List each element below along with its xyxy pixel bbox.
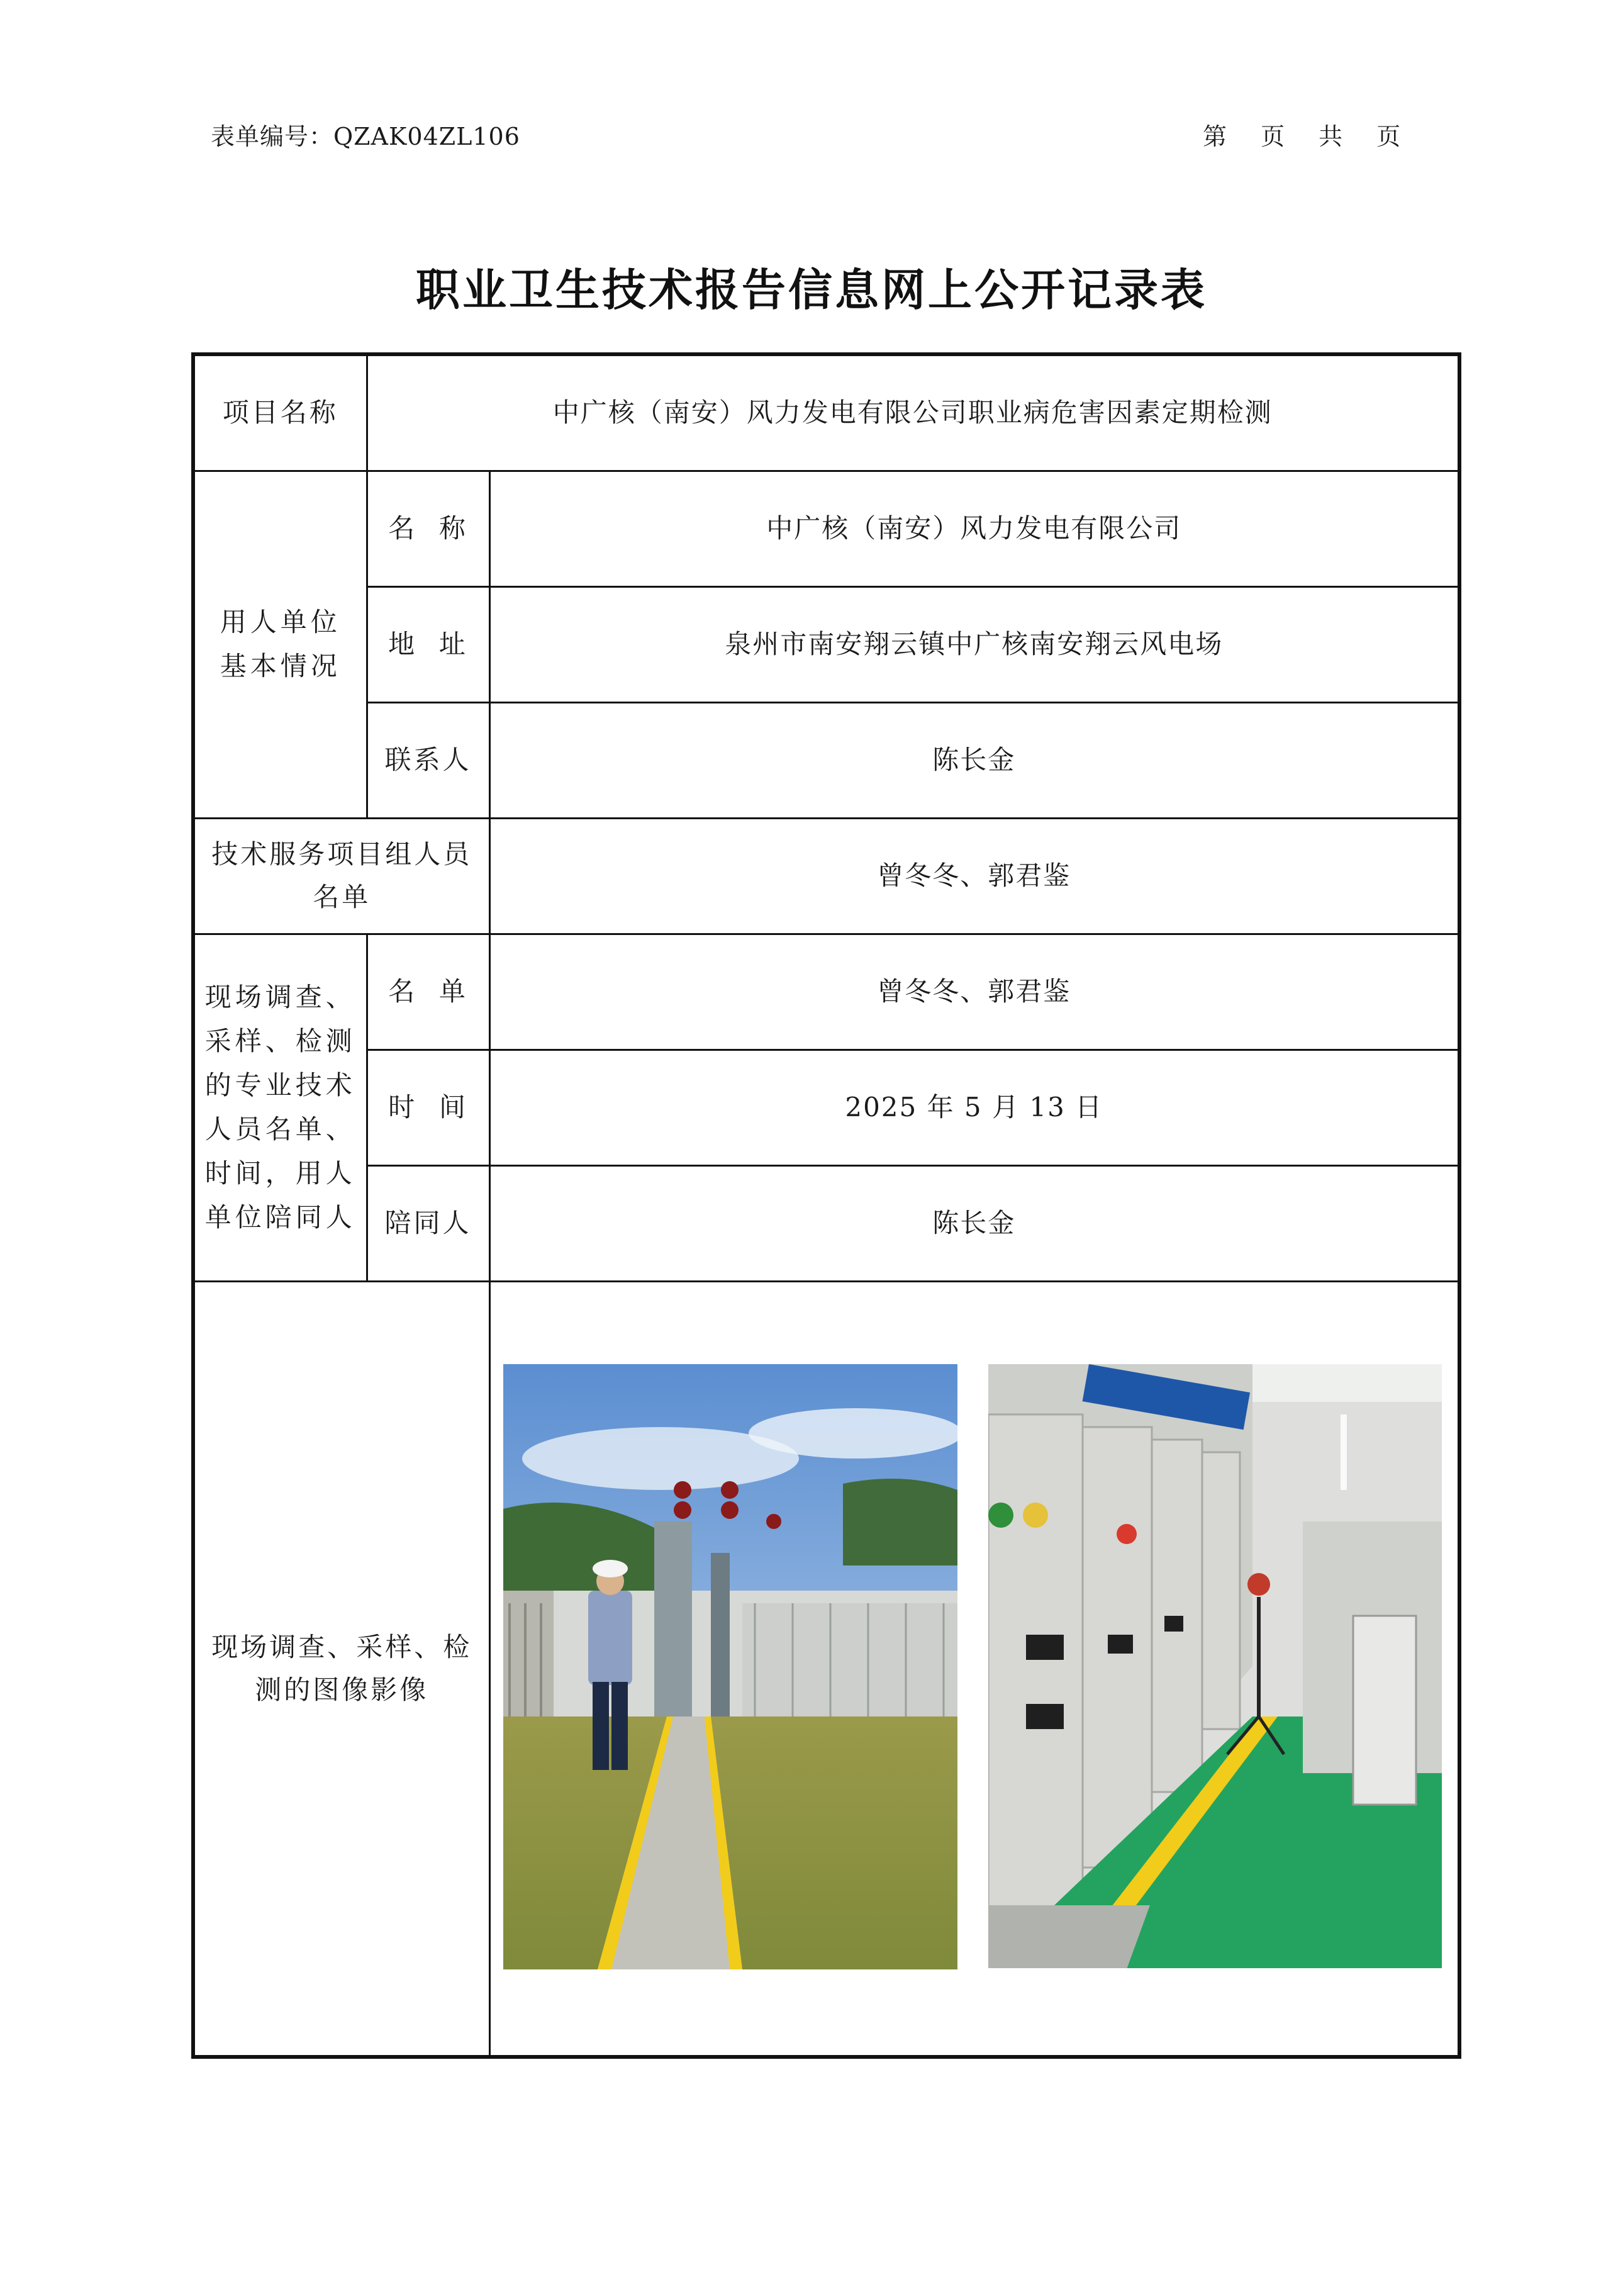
employer-address-value: 泉州市南安翔云镇中广核南安翔云风电场 <box>489 586 1459 702</box>
row-employer-address <box>193 586 1459 702</box>
survey-label-line: 采样、检测 <box>204 1026 356 1056</box>
images-label <box>193 1281 489 2057</box>
team-value: 曾冬冬、郭君鉴 <box>489 818 1459 934</box>
employer-label <box>193 471 367 818</box>
row-team <box>193 818 1459 934</box>
survey-list-value: 曾冬冬、郭君鉴 <box>489 934 1459 1050</box>
team-label-line1: 技术服务项目组人员 <box>211 839 472 870</box>
images-cell <box>489 1281 1459 2057</box>
survey-label-line: 单位陪同人 <box>204 1202 356 1233</box>
employer-contact-label: 联系人 <box>367 702 489 818</box>
row-survey-escort <box>193 1165 1459 1281</box>
form-number: 表单编号：QZAK04ZL106 <box>211 123 520 150</box>
survey-label-line: 现场调查、 <box>204 982 356 1012</box>
employer-label-line1: 用人单位 <box>220 607 341 637</box>
employer-contact-value: 陈长金 <box>489 702 1459 818</box>
survey-escort-value: 陈长金 <box>489 1165 1459 1281</box>
employer-label-line2: 基本情况 <box>220 651 341 681</box>
indoor-photo-image <box>988 1364 1442 1968</box>
survey-label-line: 时间，用人 <box>204 1158 356 1189</box>
survey-time-label: 时 间 <box>367 1050 489 1165</box>
project-value: 中广核（南安）风力发电有限公司职业病危害因素定期检测 <box>367 354 1459 471</box>
row-survey-list <box>193 934 1459 1050</box>
employer-address-label: 地 址 <box>367 586 489 702</box>
survey-label-line: 人员名单、 <box>204 1114 356 1145</box>
row-survey-time <box>193 1050 1459 1165</box>
row-employer-name <box>193 471 1459 586</box>
employer-name-label: 名 称 <box>367 471 489 586</box>
survey-time-value: 2025 年 5 月 13 日 <box>489 1050 1459 1165</box>
page-title: 职业卫生技术报告信息网上公开记录表 <box>416 264 1207 316</box>
project-label: 项目名称 <box>193 354 367 471</box>
team-label <box>193 818 489 934</box>
images-label-line1: 现场调查、采样、检 <box>211 1631 472 1662</box>
survey-label <box>193 934 367 1281</box>
row-project <box>193 354 1459 471</box>
record-table <box>191 352 1461 2059</box>
row-employer-contact <box>193 702 1459 818</box>
survey-label-line: 的专业技术 <box>204 1070 356 1100</box>
row-images <box>193 1281 1459 2057</box>
photo-indoor-switchgear <box>988 1364 1442 1968</box>
photo-outdoor-substation <box>503 1364 957 1969</box>
employer-name-value: 中广核（南安）风力发电有限公司 <box>489 471 1459 586</box>
page-info: 第 页 共 页 <box>1203 123 1402 150</box>
outdoor-photo-image <box>503 1364 957 1969</box>
survey-list-label: 名 单 <box>367 934 489 1050</box>
team-label-line2: 名单 <box>313 882 371 912</box>
survey-escort-label: 陪同人 <box>367 1165 489 1281</box>
images-label-line2: 测的图像影像 <box>255 1674 429 1705</box>
